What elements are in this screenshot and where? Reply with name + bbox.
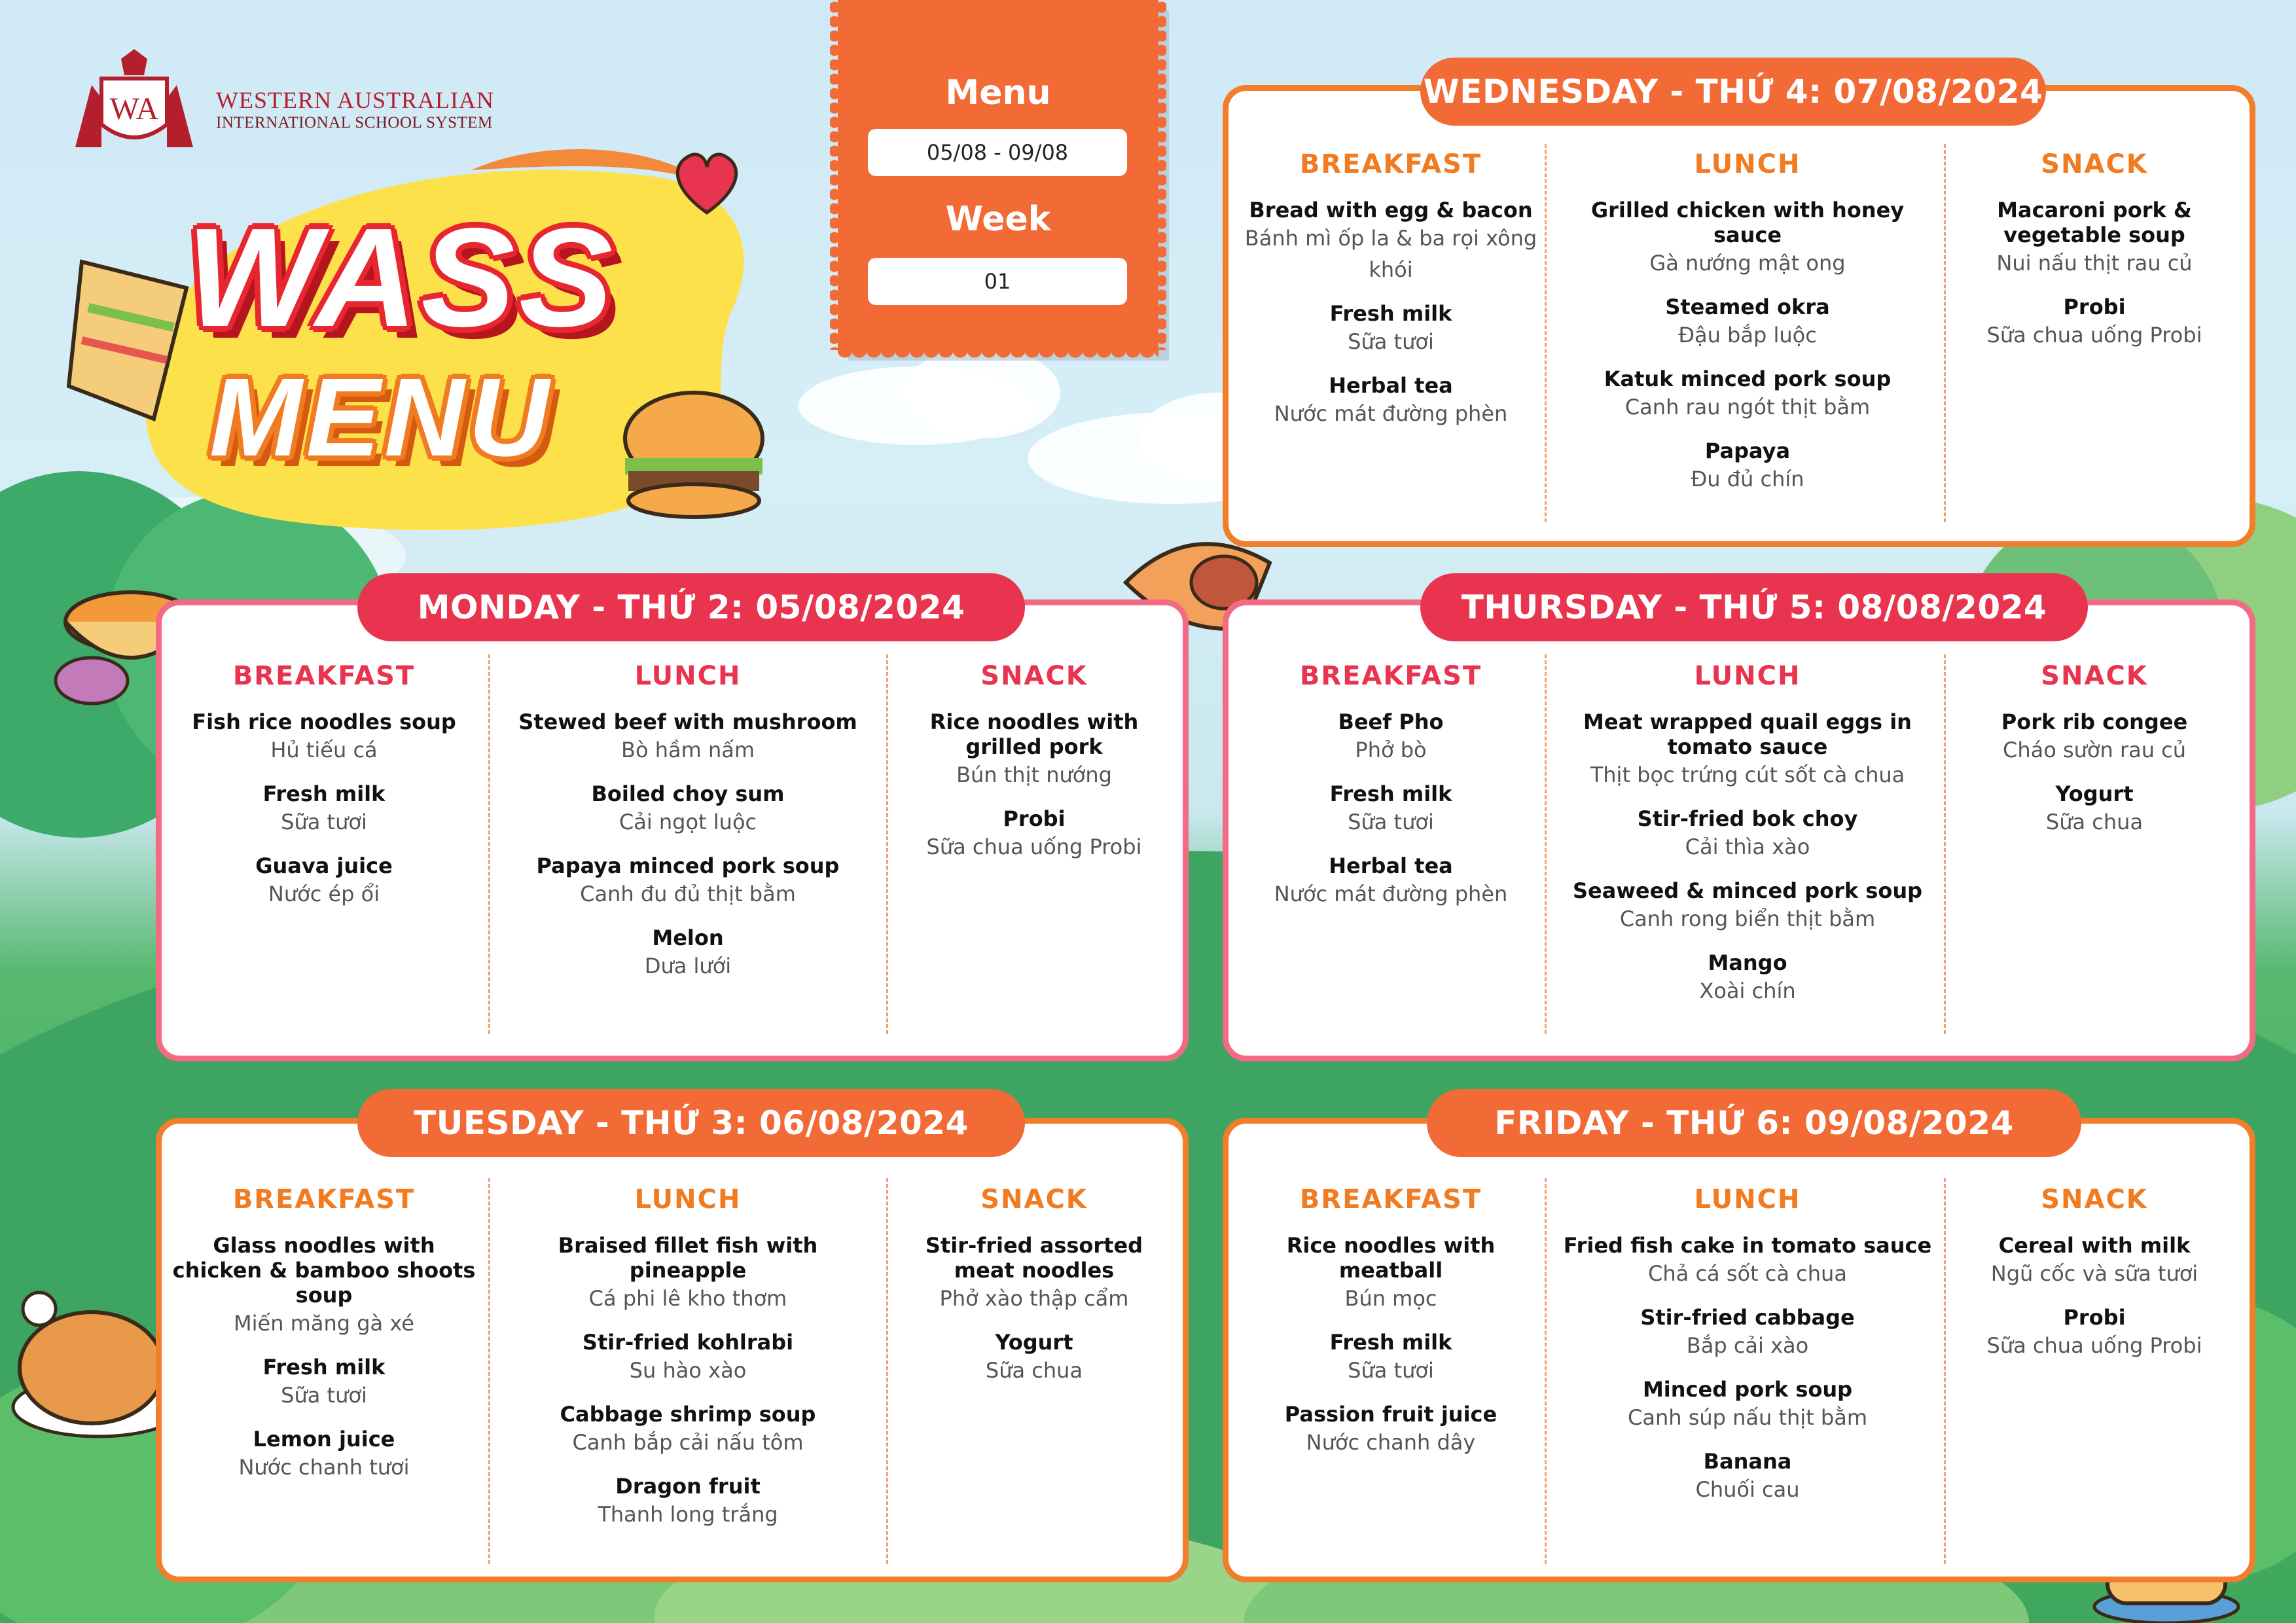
menu-item bbox=[1244, 1402, 1538, 1458]
menu-item bbox=[1957, 709, 2232, 766]
menu-item-english: Stir-fried bok choy bbox=[1637, 806, 1858, 831]
menu-item-english: Macaroni pork & vegetable soup bbox=[1997, 198, 2192, 247]
menu-item-vietnamese: Sữa chua bbox=[2045, 810, 2144, 834]
menu-item bbox=[1558, 438, 1937, 495]
menu-item bbox=[897, 709, 1172, 791]
menu-item-vietnamese: Su hào xào bbox=[629, 1358, 747, 1383]
menu-item-english: Mango bbox=[1708, 950, 1787, 975]
lunch-column-wednesday bbox=[1558, 149, 1937, 510]
menu-item-english: Fresh milk bbox=[262, 781, 386, 806]
menu-item bbox=[1957, 294, 2232, 351]
snack-heading: SNACK bbox=[2041, 661, 2148, 691]
menu-item-english: Dragon fruit bbox=[615, 1474, 761, 1499]
menu-item-english: Stir-fried kohlrabi bbox=[582, 1330, 794, 1355]
menu-item bbox=[897, 1330, 1172, 1386]
column-divider bbox=[1944, 654, 1946, 1034]
menu-item-vietnamese: Canh đu đủ thịt bằm bbox=[580, 882, 796, 906]
menu-item-english: Meat wrapped quail eggs in tomato sauce bbox=[1583, 709, 1912, 759]
menu-item-vietnamese: Chuối cau bbox=[1695, 1477, 1800, 1502]
burger-icon bbox=[612, 386, 776, 524]
menu-item bbox=[1558, 1377, 1937, 1433]
menu-item-english: Yogurt bbox=[995, 1330, 1073, 1355]
menu-item bbox=[1244, 301, 1538, 357]
menu-item-vietnamese: Canh rong biển thịt bằm bbox=[1619, 906, 1876, 931]
menu-item-vietnamese: Phở xào thập cẩm bbox=[939, 1286, 1129, 1311]
menu-item-english: Fresh milk bbox=[1329, 781, 1452, 806]
day-title-friday: FRIDAY - THỨ 6: 09/08/2024 bbox=[1427, 1089, 2081, 1157]
menu-item-english: Braised fillet fish with pineapple bbox=[558, 1233, 818, 1283]
menu-item-english: Fresh milk bbox=[262, 1355, 386, 1380]
logo-line-2: INTERNATIONAL SCHOOL SYSTEM bbox=[216, 114, 493, 132]
menu-item-english: Fresh milk bbox=[1329, 1330, 1452, 1355]
menu-item bbox=[1957, 198, 2232, 279]
menu-item-vietnamese: Hủ tiếu cá bbox=[270, 738, 378, 762]
menu-label: Menu bbox=[945, 73, 1051, 113]
heart-icon bbox=[668, 147, 746, 219]
breakfast-heading: BREAKFAST bbox=[1299, 1185, 1482, 1215]
menu-item-english: Stir-fried cabbage bbox=[1640, 1305, 1855, 1330]
menu-item-vietnamese: Nước chanh tươi bbox=[238, 1455, 410, 1480]
menu-item-english: Katuk minced pork soup bbox=[1604, 366, 1892, 391]
menu-item bbox=[1244, 373, 1538, 429]
menu-item bbox=[1244, 853, 1538, 910]
menu-item-vietnamese: Sữa chua uống Probi bbox=[1986, 1333, 2202, 1358]
menu-item bbox=[1957, 1233, 2232, 1289]
menu-item bbox=[1244, 1233, 1538, 1314]
menu-item bbox=[177, 853, 471, 910]
menu-item-vietnamese: Sữa tươi bbox=[281, 810, 367, 834]
menu-item-vietnamese: Phở bò bbox=[1355, 738, 1427, 762]
breakfast-column-thursday bbox=[1244, 661, 1538, 925]
menu-item-english: Bread with egg & bacon bbox=[1249, 198, 1533, 223]
snack-heading: SNACK bbox=[980, 1185, 1088, 1215]
menu-item-english: Papaya minced pork soup bbox=[536, 853, 840, 878]
menu-item bbox=[501, 1474, 874, 1530]
lunch-heading: LUNCH bbox=[1694, 149, 1801, 179]
menu-item-vietnamese: Sữa tươi bbox=[1348, 329, 1434, 354]
column-divider bbox=[488, 654, 490, 1034]
lunch-heading: LUNCH bbox=[1694, 1185, 1801, 1215]
menu-item-vietnamese: Sữa tươi bbox=[281, 1383, 367, 1408]
menu-item-english: Probi bbox=[2063, 294, 2126, 319]
menu-item bbox=[501, 709, 874, 766]
menu-item bbox=[1244, 709, 1538, 766]
menu-item-vietnamese: Xoài chín bbox=[1699, 978, 1796, 1003]
menu-item bbox=[1558, 878, 1937, 935]
tag-edge-left bbox=[830, 0, 839, 350]
menu-item-english: Probi bbox=[1003, 806, 1066, 831]
column-divider bbox=[1545, 654, 1547, 1034]
menu-item-english: Stir-fried assorted meat noodles bbox=[925, 1233, 1143, 1283]
breakfast-heading: BREAKFAST bbox=[1299, 149, 1482, 179]
menu-item-vietnamese: Thanh long trắng bbox=[598, 1502, 778, 1527]
menu-item-vietnamese: Bánh mì ốp la & ba rọi xông khói bbox=[1244, 226, 1537, 282]
menu-item-english: Banana bbox=[1703, 1449, 1792, 1474]
menu-item bbox=[1558, 806, 1937, 863]
breakfast-column-wednesday bbox=[1244, 149, 1538, 445]
menu-item-vietnamese: Đậu bắp luộc bbox=[1678, 323, 1817, 348]
menu-item-english: Cereal with milk bbox=[1998, 1233, 2191, 1258]
menu-item-english: Glass noodles with chicken & bamboo shoots soup bbox=[172, 1233, 476, 1308]
day-title-thursday: THURSDAY - THỨ 5: 08/08/2024 bbox=[1420, 573, 2088, 641]
menu-item-english: Herbal tea bbox=[1329, 373, 1453, 398]
menu-item bbox=[501, 1233, 874, 1314]
snack-heading: SNACK bbox=[2041, 149, 2148, 179]
lunch-column-thursday bbox=[1558, 661, 1937, 1022]
menu-item-vietnamese: Gà nướng mật ong bbox=[1649, 251, 1846, 276]
menu-item-vietnamese: Nui nấu thịt rau củ bbox=[1996, 251, 2193, 276]
menu-item bbox=[1558, 1449, 1937, 1505]
menu-item-english: Pork rib congee bbox=[2001, 709, 2188, 734]
day-title-monday: MONDAY - THỨ 2: 05/08/2024 bbox=[357, 573, 1025, 641]
menu-item-vietnamese: Cải thìa xào bbox=[1685, 834, 1810, 859]
menu-item bbox=[1957, 781, 2232, 838]
menu-item-english: Cabbage shrimp soup bbox=[560, 1402, 816, 1427]
school-logo bbox=[62, 46, 494, 151]
column-divider bbox=[1545, 1178, 1547, 1564]
menu-item-vietnamese: Bún mọc bbox=[1344, 1286, 1437, 1311]
menu-item-vietnamese: Dưa lưới bbox=[644, 954, 732, 978]
snack-heading: SNACK bbox=[2041, 1185, 2148, 1215]
menu-item-vietnamese: Canh rau ngót thịt bằm bbox=[1624, 395, 1871, 419]
menu-item-vietnamese: Sữa chua uống Probi bbox=[926, 834, 1142, 859]
menu-item-english: Fresh milk bbox=[1329, 301, 1452, 326]
menu-item-english: Lemon juice bbox=[253, 1427, 395, 1452]
column-divider bbox=[886, 654, 888, 1034]
menu-item-english: Melon bbox=[652, 925, 724, 950]
breakfast-heading: BREAKFAST bbox=[232, 661, 416, 691]
column-divider bbox=[1944, 1178, 1946, 1564]
lunch-heading: LUNCH bbox=[1694, 661, 1801, 691]
lunch-column-monday bbox=[501, 661, 874, 997]
breakfast-column-monday bbox=[177, 661, 471, 925]
breakfast-column-friday bbox=[1244, 1185, 1538, 1474]
day-title-wednesday: WEDNESDAY - THỨ 4: 07/08/2024 bbox=[1420, 58, 2046, 126]
menu-item bbox=[1558, 709, 1937, 791]
menu-item bbox=[177, 709, 471, 766]
menu-item bbox=[1244, 781, 1538, 838]
menu-item bbox=[1558, 198, 1937, 279]
logo-line-1: WESTERN AUSTRALIAN bbox=[216, 87, 494, 113]
menu-item-vietnamese: Canh bắp cải nấu tôm bbox=[572, 1430, 804, 1455]
menu-item bbox=[897, 806, 1172, 863]
menu-item-english: Rice noodles with meatball bbox=[1286, 1233, 1496, 1283]
menu-item-vietnamese: Cải ngọt luộc bbox=[619, 810, 757, 834]
menu-item-english: Guava juice bbox=[255, 853, 393, 878]
menu-item-english: Papaya bbox=[1704, 438, 1791, 463]
menu-item-english: Boiled choy sum bbox=[591, 781, 785, 806]
lunch-heading: LUNCH bbox=[634, 1185, 742, 1215]
column-divider bbox=[1944, 144, 1946, 522]
breakfast-heading: BREAKFAST bbox=[232, 1185, 416, 1215]
day-title-tuesday: TUESDAY - THỨ 3: 06/08/2024 bbox=[357, 1089, 1025, 1157]
menu-item-vietnamese: Cá phi lê kho thơm bbox=[588, 1286, 787, 1311]
menu-item-vietnamese: Thịt bọc trứng cút sốt cà chua bbox=[1590, 762, 1905, 787]
snack-column-wednesday bbox=[1957, 149, 2232, 366]
menu-item-vietnamese: Sữa tươi bbox=[1348, 1358, 1434, 1383]
crest-icon bbox=[62, 46, 206, 151]
menu-item-english: Fried fish cake in tomato sauce bbox=[1563, 1233, 1932, 1258]
menu-item-vietnamese: Sữa tươi bbox=[1348, 810, 1434, 834]
menu-item-vietnamese: Ngũ cốc và sữa tươi bbox=[1990, 1261, 2198, 1286]
menu-item-vietnamese: Canh súp nấu thịt bằm bbox=[1628, 1405, 1867, 1430]
menu-item bbox=[177, 781, 471, 838]
lunch-column-friday bbox=[1558, 1185, 1937, 1521]
menu-item-vietnamese: Nước mát đường phèn bbox=[1274, 882, 1508, 906]
sandwich-icon bbox=[56, 236, 206, 432]
menu-item bbox=[501, 781, 874, 838]
menu-item bbox=[1558, 950, 1937, 1007]
snack-column-friday bbox=[1957, 1185, 2232, 1377]
lunch-column-tuesday bbox=[501, 1185, 874, 1546]
menu-item-english: Probi bbox=[2063, 1305, 2126, 1330]
menu-item-vietnamese: Đu đủ chín bbox=[1691, 467, 1804, 491]
tag-edge-bottom bbox=[838, 350, 1158, 365]
menu-item-vietnamese: Sữa chua uống Probi bbox=[1986, 323, 2202, 348]
snack-column-monday bbox=[897, 661, 1172, 878]
menu-item bbox=[501, 853, 874, 910]
week-label: Week bbox=[945, 200, 1051, 239]
column-divider bbox=[886, 1178, 888, 1564]
menu-date-range: 05/08 - 09/08 bbox=[868, 129, 1127, 176]
menu-item bbox=[501, 1402, 874, 1458]
menu-item-vietnamese: Nước ép ổi bbox=[268, 882, 380, 906]
snack-column-tuesday bbox=[897, 1185, 1172, 1402]
menu-item-english: Seaweed & minced pork soup bbox=[1572, 878, 1923, 903]
menu-item-vietnamese: Sữa chua bbox=[985, 1358, 1083, 1383]
column-divider bbox=[1545, 144, 1547, 522]
menu-item bbox=[1244, 1330, 1538, 1386]
menu-item bbox=[1558, 1305, 1937, 1361]
menu-item bbox=[1244, 198, 1538, 285]
menu-item-vietnamese: Nước mát đường phèn bbox=[1274, 401, 1508, 426]
menu-item-english: Minced pork soup bbox=[1642, 1377, 1853, 1402]
menu-item-vietnamese: Chả cá sốt cà chua bbox=[1648, 1261, 1847, 1286]
menu-item bbox=[167, 1355, 481, 1411]
menu-item-vietnamese: Bún thịt nướng bbox=[956, 762, 1112, 787]
menu-item bbox=[1957, 1305, 2232, 1361]
menu-item-english: Steamed okra bbox=[1665, 294, 1830, 319]
column-divider bbox=[488, 1178, 490, 1564]
menu-item-english: Grilled chicken with honey sauce bbox=[1590, 198, 1905, 247]
menu-item-english: Fish rice noodles soup bbox=[192, 709, 456, 734]
tag-edge-right bbox=[1157, 0, 1166, 350]
lunch-heading: LUNCH bbox=[634, 661, 742, 691]
crest-monogram: WA bbox=[109, 92, 159, 126]
menu-item bbox=[1558, 294, 1937, 351]
menu-item-english: Herbal tea bbox=[1329, 853, 1453, 878]
snack-column-thursday bbox=[1957, 661, 2232, 853]
menu-item-english: Passion fruit juice bbox=[1284, 1402, 1498, 1427]
breakfast-column-tuesday bbox=[167, 1185, 481, 1499]
menu-item bbox=[1558, 1233, 1937, 1289]
breakfast-heading: BREAKFAST bbox=[1299, 661, 1482, 691]
menu-item bbox=[501, 1330, 874, 1386]
menu-item-vietnamese: Bò hầm nấm bbox=[621, 738, 755, 762]
menu-item bbox=[501, 925, 874, 982]
menu-item bbox=[1558, 366, 1937, 423]
menu-item bbox=[167, 1233, 481, 1339]
menu-item-vietnamese: Miến măng gà xé bbox=[234, 1311, 414, 1336]
menu-item-vietnamese: Nước chanh dây bbox=[1306, 1430, 1476, 1455]
menu-item bbox=[897, 1233, 1172, 1314]
menu-item bbox=[167, 1427, 481, 1483]
menu-item-english: Rice noodles with grilled pork bbox=[929, 709, 1139, 759]
menu-item-english: Stewed beef with mushroom bbox=[518, 709, 857, 734]
title-menu: MENU bbox=[209, 355, 553, 480]
menu-item-vietnamese: Cháo sườn rau củ bbox=[2002, 738, 2187, 762]
menu-item-english: Beef Pho bbox=[1338, 709, 1444, 734]
menu-item-vietnamese: Bắp cải xào bbox=[1686, 1333, 1809, 1358]
week-number: 01 bbox=[868, 258, 1127, 305]
snack-heading: SNACK bbox=[980, 661, 1088, 691]
menu-item-english: Yogurt bbox=[2055, 781, 2134, 806]
title-wass: WASS bbox=[187, 198, 617, 356]
